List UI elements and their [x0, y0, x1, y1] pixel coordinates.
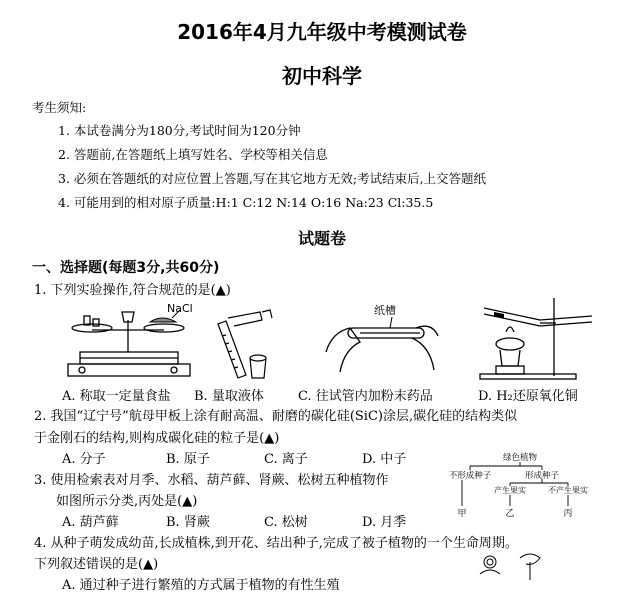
notice-item: 2. 答题前,在答题纸上填写姓名、学校等相关信息 [58, 147, 328, 162]
nacl-label: NaCl [167, 302, 193, 315]
q2-option-d: D. 中子 [362, 452, 407, 467]
tree-fruit: 产生果实 [494, 486, 526, 495]
notice-item: 3. 必须在答题纸的对应位置上答题,写在其它地方无效;考试结束后,上交答题纸 [58, 171, 487, 186]
q4-option-a: A. 通过种子进行繁殖的方式属于植物的有性生殖 [62, 578, 340, 593]
notice-heading: 考生须知: [32, 100, 87, 115]
section-title: 试题卷 [297, 229, 346, 248]
q2-option-b: B. 原子 [166, 452, 210, 467]
notice-item: 1. 本试卷满分为180分,考试时间为120分钟 [58, 123, 301, 138]
q2-option-a: A. 分子 [62, 452, 106, 467]
h2-reduction-figure [470, 292, 600, 382]
q4-stem-line1: 4. 从种子萌发成幼苗,长成植株,到开花、结出种子,完成了被子植物的一个生命周期。 [34, 536, 518, 551]
q3-option-a: A. 葫芦藓 [62, 515, 119, 530]
cylinder-figure [212, 306, 288, 386]
q4-stem-line2: 下列叙述错误的是(▲) [34, 557, 159, 572]
q2-option-c: C. 离子 [264, 452, 308, 467]
q3-option-b: B. 肾蕨 [166, 515, 210, 530]
notice-item: 4. 可能用到的相对原子质量:H:1 C:12 N:14 O:16 Na:23 Cl:35.5 [58, 195, 434, 210]
q1-option-c: C. 往试管内加粉末药品 [298, 389, 433, 404]
classification-tree [440, 450, 590, 522]
q1-stem: 1. 下列实验操作,符合规范的是(▲) [34, 283, 231, 298]
q3-stem-line2: 如图所示分类,丙处是(▲) [56, 494, 198, 509]
part1-title: 一、选择题(每题3分,共60分) [32, 260, 220, 276]
paper-trough-label: 纸槽 [374, 304, 396, 317]
q1-option-a: A. 称取一定量食盐 [62, 389, 171, 404]
q2-stem-line2: 于金刚石的结构,则构成碳化硅的粒子是(▲) [34, 431, 280, 446]
exam-title: 2016年4月九年级中考模测试卷 [177, 20, 467, 44]
tree-bing: 丙 [563, 509, 573, 519]
q1-option-b: B. 量取液体 [194, 389, 264, 404]
tree-left: 不形成种子 [448, 471, 492, 481]
q2-stem-line1: 2. 我国“辽宁号”航母甲板上涂有耐高温、耐磨的碳化硅(SiC)涂层,碳化硅的结构类似 [34, 409, 518, 424]
tree-jia: 甲 [457, 509, 467, 519]
plant-figure [450, 552, 560, 580]
q1-option-d: D. H₂还原氧化铜 [478, 389, 578, 404]
test-tube-figure [320, 302, 440, 380]
tree-root: 绿色植物 [502, 453, 538, 463]
balance-figure [62, 300, 202, 382]
q3-option-d: D. 月季 [362, 515, 407, 530]
q3-stem-line1: 3. 使用检索表对月季、水稻、葫芦藓、肾蕨、松树五种植物作 [34, 473, 389, 488]
subject-title: 初中科学 [282, 64, 362, 88]
q3-option-c: C. 松树 [264, 515, 308, 530]
tree-right: 形成种子 [524, 471, 560, 481]
tree-yi: 乙 [505, 509, 515, 519]
tree-nofruit: 不产生果实 [548, 486, 588, 495]
